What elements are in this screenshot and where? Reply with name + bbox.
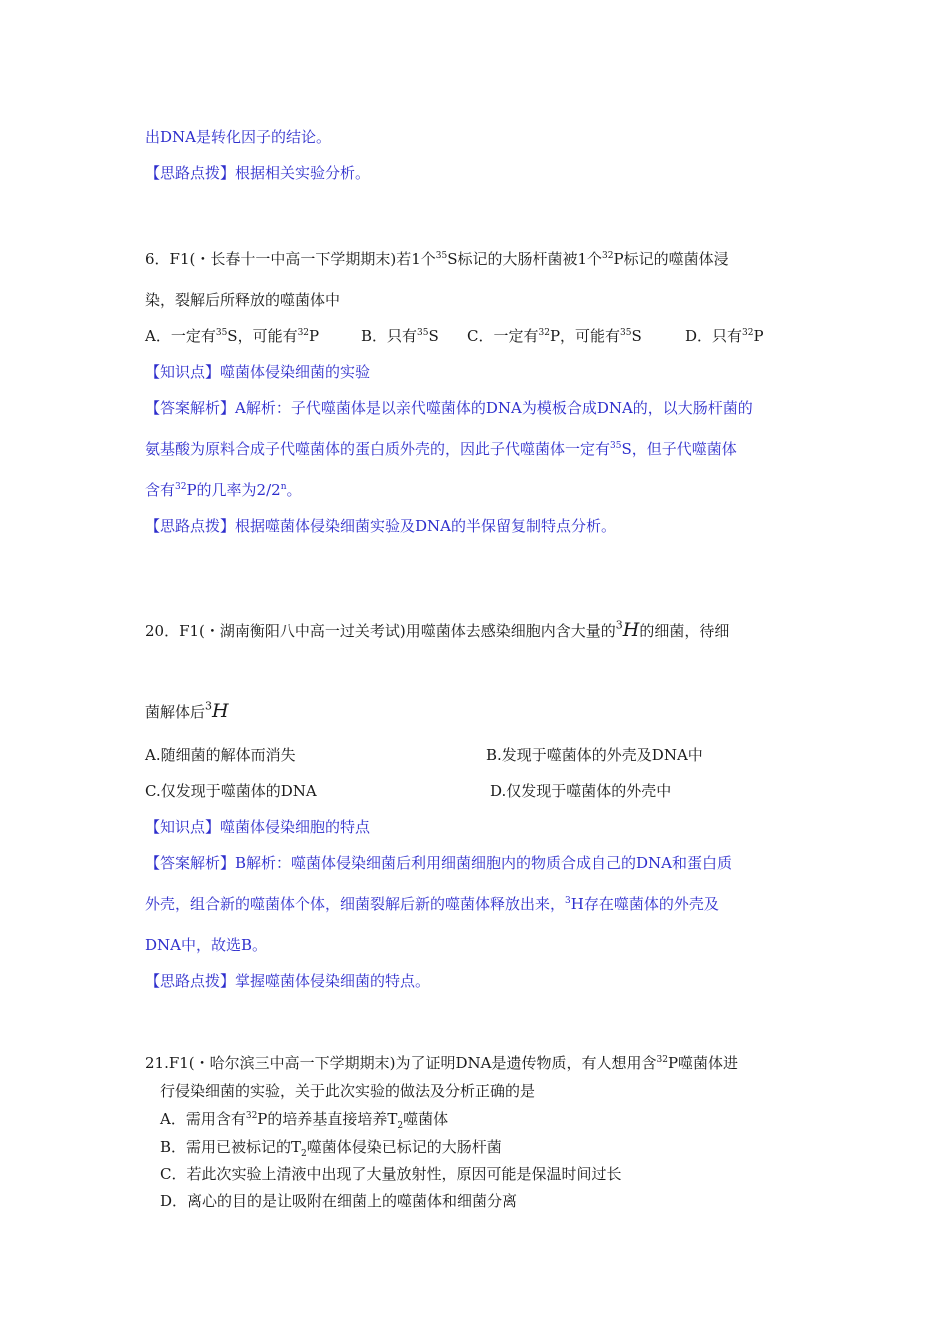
q20-option-b: B.发现于噬菌体的外壳及DNA中 <box>486 746 703 764</box>
q20-stem-line1: 20．F1(・湖南衡阳八中高一过关考试)用噬菌体去感染细胞内含大量的$^3$H的细菌，待细 <box>145 618 730 641</box>
q6-knowledge: 【知识点】噬菌体侵染细菌的实验 <box>145 363 371 381</box>
q20-stem-line2: 菌解体后$^3$H <box>145 699 229 722</box>
q20-answer-line1: 【答案解析】B解析：噬菌体侵染细菌后利用细菌细胞内的物质合成自己的DNA和蛋白质 <box>145 854 733 872</box>
q21-option-a: A．需用含有$^{32}$P的培养基直接培养$T_2$噬菌体 <box>160 1110 449 1131</box>
q20-option-a: A.随细菌的解体而消失 <box>145 746 296 764</box>
q21-option-d: D．离心的目的是让吸附在细菌上的噬菌体和细菌分离 <box>160 1192 518 1210</box>
q6-answer-line2: 氨基酸为原料合成子代噬菌体的蛋白质外壳的，因此子代噬菌体一定有$^{35}$S，但子代噬菌体 <box>145 440 737 458</box>
q6-answer-line3: 含有$^{32}$P的几率为2/2$^n$。 <box>145 481 302 499</box>
q6-hint: 【思路点拨】根据噬菌体侵染细菌实验及DNA的半保留复制特点分析。 <box>145 517 616 535</box>
q6-option-d: D．只有$^{32}$P <box>685 327 764 345</box>
q6-option-b: B．只有$^{35}$S <box>361 327 439 345</box>
q6-option-a: A．一定有$^{35}$S，可能有$^{32}$P <box>145 327 320 345</box>
q20-hint: 【思路点拨】掌握噬菌体侵染细菌的特点。 <box>145 972 431 990</box>
q20-answer-line3: DNA中，故选B。 <box>145 936 268 954</box>
q21-stem-line1: 21.F1(・哈尔滨三中高一下学期期末)为了证明DNA是遗传物质，有人想用含$^{32}$P噬菌体进 <box>145 1054 739 1072</box>
tritium-symbol: $^3$H <box>205 699 229 722</box>
q21-option-b: B．需用已被标记的$T_2$噬菌体侵染已标记的大肠杆菌 <box>160 1138 502 1159</box>
hint-1: 【思路点拨】根据相关实验分析。 <box>145 164 371 182</box>
q6-answer-line1: 【答案解析】A解析：子代噬菌体是以亲代噬菌体的DNA为模板合成DNA的，以大肠杆菌的 <box>145 399 753 417</box>
answer-continuation: 出DNA是转化因子的结论。 <box>145 128 331 146</box>
q6-stem-line1: 6．F1(・长春十一中高一下学期期末)若1个$^{35}$S标记的大肠杆菌被1个$^{32}$P标记的噬菌体浸 <box>145 250 729 268</box>
q20-answer-line2: 外壳，组合新的噬菌体个体，细菌裂解后新的噬菌体释放出来，$^3$H存在噬菌体的外壳及 <box>145 895 719 913</box>
q6-stem-line2: 染，裂解后所释放的噬菌体中 <box>145 291 341 309</box>
q20-option-d: D.仅发现于噬菌体的外壳中 <box>490 782 672 800</box>
q20-option-c: C.仅发现于噬菌体的DNA <box>145 782 317 800</box>
tritium-symbol: $^3$H <box>615 618 640 641</box>
q20-knowledge: 【知识点】噬菌体侵染细胞的特点 <box>145 818 371 836</box>
q6-option-c: C．一定有$^{32}$P，可能有$^{35}$S <box>467 327 642 345</box>
q21-stem-line2: 行侵染细菌的实验，关于此次实验的做法及分析正确的是 <box>160 1082 536 1100</box>
q21-option-c: C．若此次实验上清液中出现了大量放射性，原因可能是保温时间过长 <box>160 1165 622 1183</box>
